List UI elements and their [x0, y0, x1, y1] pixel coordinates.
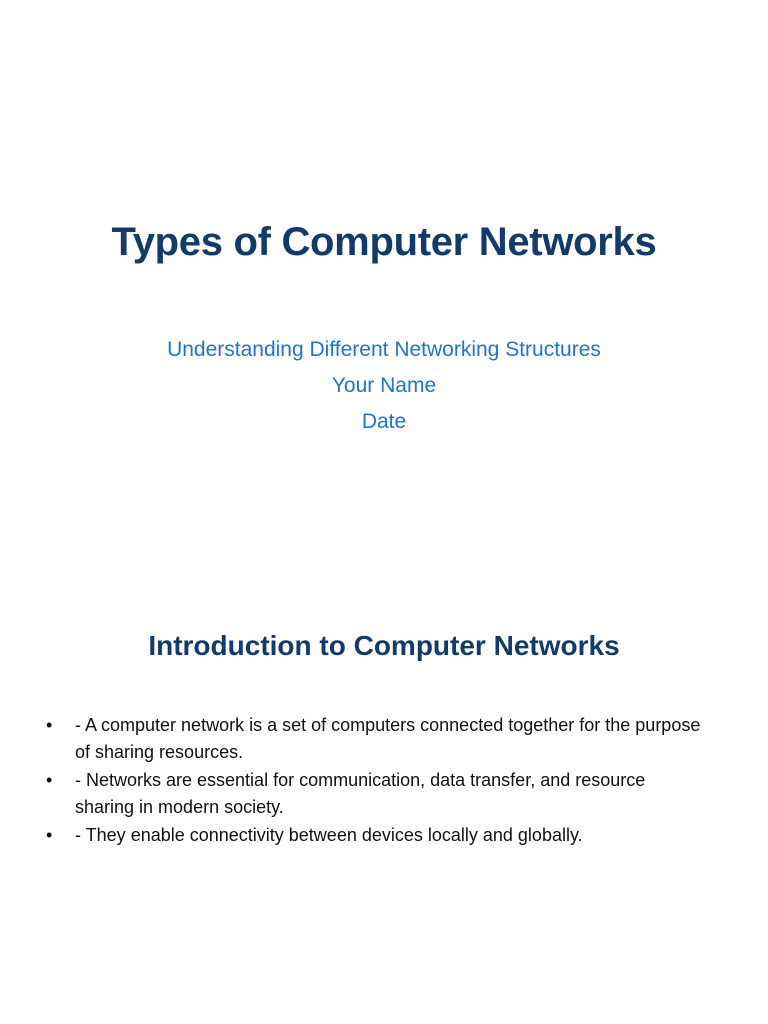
- bullet-text: - They enable connectivity between devices locally and globally.: [75, 825, 583, 845]
- bullet-text: - Networks are essential for communication, data transfer, and resource sharing in modern society.: [75, 770, 646, 817]
- bullet-text: - A computer network is a set of computers connected together for the purpose of sharing resources.: [75, 715, 701, 762]
- bullet-item: [46, 767, 706, 821]
- slide-title: Types of Computer Networks: [111, 220, 657, 264]
- bullet-item: [46, 822, 706, 849]
- bullet-icon: •: [46, 715, 53, 735]
- content-slide: [0, 576, 768, 1024]
- subtitle-block: [0, 332, 768, 440]
- bullet-list: [46, 712, 706, 850]
- bullet-item: [46, 712, 706, 766]
- subtitle-line: Understanding Different Networking Structures: [167, 338, 601, 361]
- slide-heading: Introduction to Computer Networks: [148, 630, 620, 661]
- bullet-icon: •: [46, 825, 53, 845]
- bullet-icon: •: [46, 770, 53, 790]
- presentation-date: Date: [361, 410, 407, 433]
- presenter-name: Your Name: [331, 374, 437, 397]
